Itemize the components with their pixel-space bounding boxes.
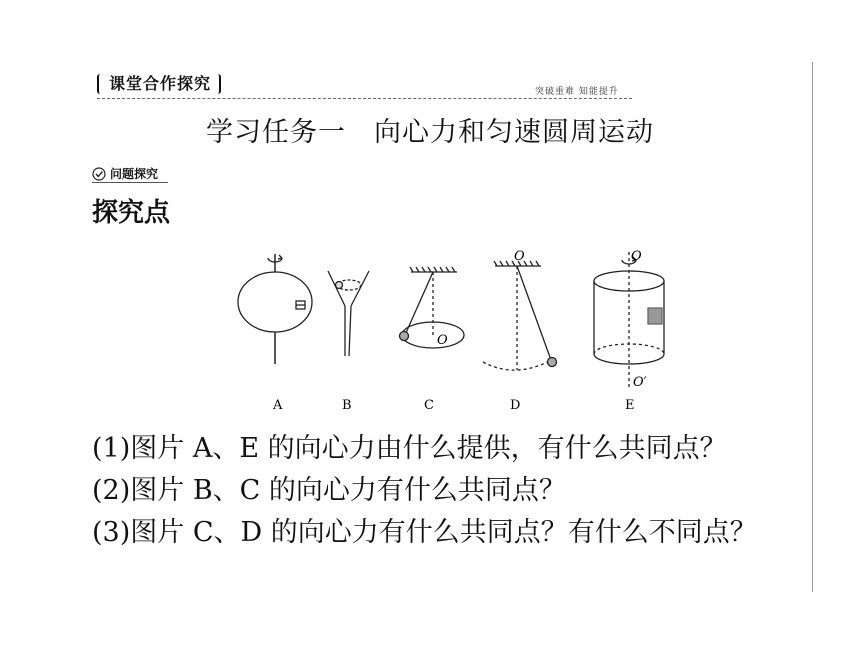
banner-title: 课堂合作探究 xyxy=(97,74,221,94)
figure-label-a: A xyxy=(273,398,283,413)
circular-motion-diagram xyxy=(225,244,685,416)
header-tag: 突破重难 知能提升 xyxy=(535,87,619,97)
figure-e-cylinder xyxy=(594,252,664,390)
point-label-o-d: O xyxy=(514,249,525,264)
sub-heading xyxy=(92,165,168,183)
checkmark-circle-icon xyxy=(92,167,106,181)
point-label-o-e: O xyxy=(631,249,642,264)
figure-label-d: D xyxy=(510,398,521,413)
figure-c-conical-pendulum xyxy=(400,267,465,348)
sub-heading-label: 问题探究 xyxy=(110,167,159,181)
figure-label-c: C xyxy=(424,398,434,413)
point-label-o-c: O xyxy=(437,333,448,348)
question-2: (2)图片 B、C 的向心力有什么共同点？ xyxy=(92,475,566,506)
question-1: (1)图片 A、E 的向心力由什么提供，有什么共同点？ xyxy=(92,433,727,464)
figure-label-b: B xyxy=(342,398,352,413)
figure-d-simple-pendulum xyxy=(483,261,557,370)
figure-label-e: E xyxy=(625,398,635,413)
section-title: 探究点 xyxy=(92,198,171,228)
task-title: 学习任务一 向心力和匀速圆周运动 xyxy=(206,117,654,148)
motion-figure xyxy=(225,244,685,416)
point-label-o-prime-e: O′ xyxy=(633,375,647,390)
figure-a-disc xyxy=(238,254,312,364)
header-banner xyxy=(97,72,221,96)
question-list xyxy=(92,428,792,554)
header-divider xyxy=(97,98,632,99)
figure-b-funnel xyxy=(328,271,369,356)
question-3: (3)图片 C、D 的向心力有什么共同点？有什么不同点？ xyxy=(92,517,757,548)
